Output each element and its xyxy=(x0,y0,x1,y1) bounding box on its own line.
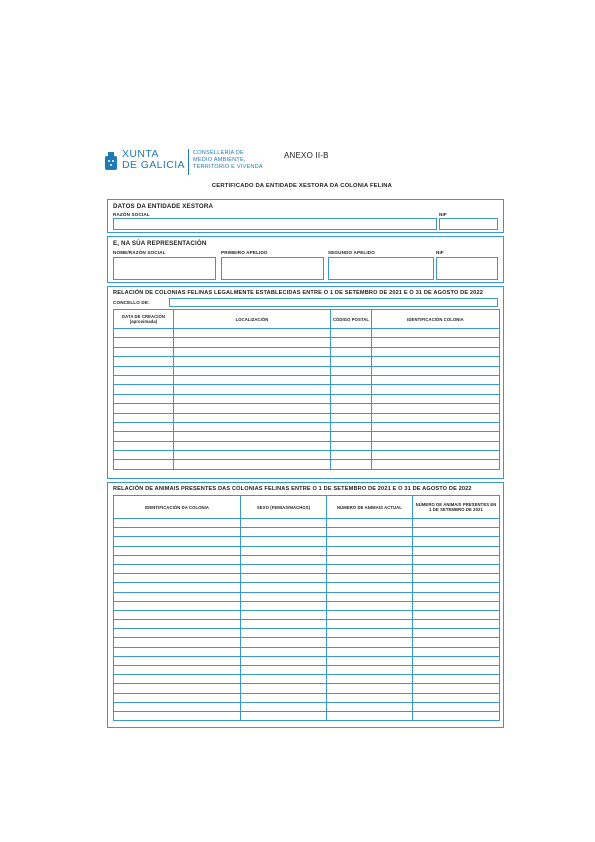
table-cell[interactable] xyxy=(413,601,500,610)
table-cell[interactable] xyxy=(327,555,413,564)
table-cell[interactable] xyxy=(114,629,241,638)
table-cell[interactable] xyxy=(241,555,327,564)
table-cell[interactable] xyxy=(114,638,241,647)
table-cell[interactable] xyxy=(241,638,327,647)
colony-row xyxy=(114,413,500,422)
table-cell[interactable] xyxy=(241,537,327,546)
representative-section-title: E, NA SÚA REPRESENTACIÓN xyxy=(113,240,207,247)
table-cell[interactable] xyxy=(327,693,413,702)
table-cell[interactable] xyxy=(241,592,327,601)
table-cell[interactable] xyxy=(114,601,241,610)
table-cell[interactable] xyxy=(114,329,174,338)
table-cell[interactable] xyxy=(327,629,413,638)
table-cell[interactable] xyxy=(327,638,413,647)
table-cell[interactable] xyxy=(114,413,174,422)
table-cell[interactable] xyxy=(174,404,331,413)
table-cell[interactable] xyxy=(114,451,174,460)
colony-row xyxy=(114,329,500,338)
rep-first-surname-field[interactable] xyxy=(221,257,324,280)
colony-row xyxy=(114,422,500,431)
table-cell[interactable] xyxy=(241,574,327,583)
table-cell[interactable] xyxy=(174,347,331,356)
table-cell[interactable] xyxy=(372,329,500,338)
animal-row xyxy=(114,592,500,601)
animal-row xyxy=(114,638,500,647)
colony-row xyxy=(114,338,500,347)
table-cell[interactable] xyxy=(372,385,500,394)
table-cell[interactable] xyxy=(331,329,372,338)
table-cell[interactable] xyxy=(241,702,327,711)
table-cell[interactable] xyxy=(241,711,327,720)
table-cell[interactable] xyxy=(372,394,500,403)
table-cell[interactable] xyxy=(331,451,372,460)
animal-row xyxy=(114,519,500,528)
colonies-section xyxy=(107,286,504,479)
table-cell[interactable] xyxy=(241,675,327,684)
table-cell[interactable] xyxy=(413,546,500,555)
table-cell[interactable] xyxy=(331,460,372,469)
table-cell[interactable] xyxy=(413,555,500,564)
table-cell[interactable] xyxy=(241,620,327,629)
animal-row xyxy=(114,675,500,684)
table-cell[interactable] xyxy=(327,537,413,546)
table-cell[interactable] xyxy=(413,620,500,629)
colony-row xyxy=(114,460,500,469)
col-colony-id: IDENTIFICACIÓN COLONIA xyxy=(372,310,500,329)
animal-row xyxy=(114,546,500,555)
table-cell[interactable] xyxy=(372,460,500,469)
table-cell[interactable] xyxy=(331,338,372,347)
colony-row xyxy=(114,451,500,460)
table-cell[interactable] xyxy=(114,441,174,450)
table-cell[interactable] xyxy=(327,610,413,619)
table-cell[interactable] xyxy=(114,555,241,564)
table-cell[interactable] xyxy=(174,329,331,338)
table-cell[interactable] xyxy=(413,638,500,647)
animals-section xyxy=(107,482,504,728)
animal-row xyxy=(114,601,500,610)
company-name-label: RAZÓN SOCIAL xyxy=(113,212,150,217)
coat-of-arms-icon xyxy=(104,151,118,171)
animal-row xyxy=(114,656,500,665)
colonies-table xyxy=(113,309,500,470)
colony-row xyxy=(114,347,500,356)
animal-row xyxy=(114,528,500,537)
table-cell[interactable] xyxy=(114,702,241,711)
table-cell[interactable] xyxy=(413,519,500,528)
table-cell[interactable] xyxy=(327,675,413,684)
table-cell[interactable] xyxy=(413,711,500,720)
animal-row xyxy=(114,620,500,629)
table-cell[interactable] xyxy=(114,592,241,601)
table-cell[interactable] xyxy=(327,656,413,665)
table-cell[interactable] xyxy=(372,338,500,347)
table-cell[interactable] xyxy=(114,338,174,347)
council-label: CONCELLO DE: xyxy=(113,300,150,305)
entity-section xyxy=(107,199,504,233)
table-cell[interactable] xyxy=(241,629,327,638)
table-cell[interactable] xyxy=(327,684,413,693)
animal-row xyxy=(114,629,500,638)
colony-row xyxy=(114,375,500,384)
table-cell[interactable] xyxy=(327,666,413,675)
table-cell[interactable] xyxy=(327,583,413,592)
table-cell[interactable] xyxy=(331,385,372,394)
table-cell[interactable] xyxy=(114,684,241,693)
colony-row xyxy=(114,432,500,441)
table-cell[interactable] xyxy=(331,366,372,375)
table-cell[interactable] xyxy=(114,347,174,356)
table-cell[interactable] xyxy=(327,711,413,720)
table-cell[interactable] xyxy=(174,385,331,394)
rep-name-label: NOME/RAZÓN SOCIAL xyxy=(113,250,166,255)
animals-table xyxy=(113,495,500,721)
table-cell[interactable] xyxy=(327,620,413,629)
colony-row xyxy=(114,385,500,394)
table-cell[interactable] xyxy=(413,647,500,656)
annex-label: ANEXO II-B xyxy=(284,151,329,160)
xunta-logo xyxy=(104,149,284,177)
table-cell[interactable] xyxy=(241,647,327,656)
table-cell[interactable] xyxy=(372,451,500,460)
table-cell[interactable] xyxy=(114,375,174,384)
table-cell[interactable] xyxy=(114,537,241,546)
table-cell[interactable] xyxy=(241,693,327,702)
table-cell[interactable] xyxy=(331,441,372,450)
table-cell[interactable] xyxy=(413,564,500,573)
table-cell[interactable] xyxy=(327,528,413,537)
table-cell[interactable] xyxy=(413,629,500,638)
animal-row xyxy=(114,702,500,711)
table-cell[interactable] xyxy=(114,357,174,366)
table-cell[interactable] xyxy=(372,441,500,450)
table-cell[interactable] xyxy=(327,564,413,573)
colonies-section-title: RELACIÓN DE COLONIAS FELINAS LEGALMENTE ESTABLECIDAS ENTRE O 1 DE SETEMBRO DE 2021 E O 31 DE AGOSTO DE 2022 xyxy=(113,290,483,296)
rep-first-surname-label: PRIMEIRO APELIDO xyxy=(221,250,268,255)
animals-table-body xyxy=(114,519,500,721)
col-current-animals: NÚMERO DE ANIMAIS ACTUAL xyxy=(327,496,413,519)
table-cell[interactable] xyxy=(413,583,500,592)
table-cell[interactable] xyxy=(413,702,500,711)
table-cell[interactable] xyxy=(174,394,331,403)
table-cell[interactable] xyxy=(174,451,331,460)
table-cell[interactable] xyxy=(331,347,372,356)
table-cell[interactable] xyxy=(174,460,331,469)
table-cell[interactable] xyxy=(372,404,500,413)
table-cell[interactable] xyxy=(372,375,500,384)
table-cell[interactable] xyxy=(331,394,372,403)
company-name-field[interactable] xyxy=(113,218,437,230)
col-sex: SEXO (FEMIAS/MACHOS) xyxy=(241,496,327,519)
table-cell[interactable] xyxy=(174,366,331,375)
table-cell[interactable] xyxy=(327,519,413,528)
col-animals-2021: NÚMERO DE ANIMAIS PRESENTES EN 1 DE SETEMBRO DE 2021 xyxy=(413,496,500,519)
table-cell[interactable] xyxy=(114,528,241,537)
table-cell[interactable] xyxy=(413,693,500,702)
department-name: CONSELLERÍA DE MEDIO AMBIENTE, TERRITORIO E VIVENDA xyxy=(193,150,263,170)
table-cell[interactable] xyxy=(241,684,327,693)
table-cell[interactable] xyxy=(241,546,327,555)
table-cell[interactable] xyxy=(413,684,500,693)
table-cell[interactable] xyxy=(174,441,331,450)
table-cell[interactable] xyxy=(413,675,500,684)
animal-row xyxy=(114,583,500,592)
table-cell[interactable] xyxy=(114,620,241,629)
logo-wordmark: XUNTA DE GALICIA xyxy=(122,148,185,171)
animal-row xyxy=(114,610,500,619)
rep-second-surname-label: SEGUNDO APELIDO xyxy=(328,250,376,255)
animal-row xyxy=(114,684,500,693)
table-cell[interactable] xyxy=(413,574,500,583)
table-cell[interactable] xyxy=(372,366,500,375)
table-cell[interactable] xyxy=(413,592,500,601)
table-cell[interactable] xyxy=(372,422,500,431)
animals-section-title: RELACIÓN DE ANIMAIS PRESENTES DAS COLONIAS FELINAS ENTRE O 1 DE SETEMBRO DE 2021 E O 31 DE AGOSTO DE 2022 xyxy=(113,486,472,492)
table-cell[interactable] xyxy=(174,422,331,431)
table-cell[interactable] xyxy=(241,610,327,619)
table-cell[interactable] xyxy=(174,413,331,422)
table-cell[interactable] xyxy=(372,347,500,356)
table-cell[interactable] xyxy=(114,422,174,431)
colony-row xyxy=(114,357,500,366)
table-cell[interactable] xyxy=(174,432,331,441)
rep-name-field[interactable] xyxy=(113,257,216,280)
table-cell[interactable] xyxy=(114,647,241,656)
table-cell[interactable] xyxy=(114,693,241,702)
table-cell[interactable] xyxy=(413,656,500,665)
table-cell[interactable] xyxy=(327,574,413,583)
animal-row xyxy=(114,666,500,675)
table-cell[interactable] xyxy=(331,413,372,422)
logo-divider xyxy=(188,149,189,175)
table-cell[interactable] xyxy=(114,675,241,684)
table-cell[interactable] xyxy=(327,601,413,610)
rep-second-surname-field[interactable] xyxy=(328,257,434,280)
table-cell[interactable] xyxy=(331,422,372,431)
col-colony-identification: IDENTIFICACIÓN DA COLONIA xyxy=(114,496,241,519)
table-cell[interactable] xyxy=(331,404,372,413)
animal-row xyxy=(114,647,500,656)
colony-row xyxy=(114,441,500,450)
animal-row xyxy=(114,711,500,720)
table-cell[interactable] xyxy=(327,592,413,601)
table-cell[interactable] xyxy=(413,528,500,537)
animal-row xyxy=(114,537,500,546)
table-cell[interactable] xyxy=(413,537,500,546)
table-cell[interactable] xyxy=(114,366,174,375)
rep-nif-field[interactable] xyxy=(436,257,498,280)
table-cell[interactable] xyxy=(413,666,500,675)
col-location: LOCALIZACIÓN xyxy=(174,310,331,329)
table-cell[interactable] xyxy=(372,432,500,441)
table-cell[interactable] xyxy=(331,375,372,384)
table-cell[interactable] xyxy=(241,666,327,675)
col-creation-date: DATA DE CREACIÓN (aproximada) xyxy=(114,310,174,329)
table-cell[interactable] xyxy=(114,385,174,394)
table-cell[interactable] xyxy=(174,357,331,366)
animal-row xyxy=(114,555,500,564)
entity-nif-field[interactable] xyxy=(439,218,498,230)
table-cell[interactable] xyxy=(114,404,174,413)
entity-section-title: DATOS DA ENTIDADE XESTORA xyxy=(113,203,214,210)
table-cell[interactable] xyxy=(114,666,241,675)
table-cell[interactable] xyxy=(241,583,327,592)
table-cell[interactable] xyxy=(372,357,500,366)
table-cell[interactable] xyxy=(241,656,327,665)
animal-row xyxy=(114,574,500,583)
representative-section xyxy=(107,236,504,283)
table-cell[interactable] xyxy=(114,432,174,441)
table-cell[interactable] xyxy=(114,519,241,528)
table-cell[interactable] xyxy=(174,338,331,347)
table-cell[interactable] xyxy=(114,546,241,555)
col-postal-code: CÓDIGO POSTAL xyxy=(331,310,372,329)
rep-nif-label: NIF xyxy=(436,250,444,255)
table-cell[interactable] xyxy=(114,711,241,720)
colony-row xyxy=(114,394,500,403)
animal-row xyxy=(114,564,500,573)
table-cell[interactable] xyxy=(327,702,413,711)
colonies-table-body xyxy=(114,329,500,470)
table-cell[interactable] xyxy=(327,546,413,555)
table-cell[interactable] xyxy=(241,528,327,537)
table-cell[interactable] xyxy=(372,413,500,422)
entity-nif-label: NIF xyxy=(439,212,447,217)
table-cell[interactable] xyxy=(114,574,241,583)
table-cell[interactable] xyxy=(114,460,174,469)
colony-row xyxy=(114,366,500,375)
table-cell[interactable] xyxy=(241,564,327,573)
colony-row xyxy=(114,404,500,413)
table-cell[interactable] xyxy=(331,357,372,366)
animal-row xyxy=(114,693,500,702)
table-cell[interactable] xyxy=(331,432,372,441)
table-cell[interactable] xyxy=(114,656,241,665)
table-cell[interactable] xyxy=(327,647,413,656)
table-cell[interactable] xyxy=(114,583,241,592)
table-cell[interactable] xyxy=(413,610,500,619)
table-cell[interactable] xyxy=(114,610,241,619)
table-cell[interactable] xyxy=(114,564,241,573)
table-cell[interactable] xyxy=(174,375,331,384)
table-cell[interactable] xyxy=(241,601,327,610)
document-title: CERTIFICADO DA ENTIDADE XESTORA DA COLONIA FELINA xyxy=(211,183,393,189)
council-field[interactable] xyxy=(169,298,498,307)
table-cell[interactable] xyxy=(241,519,327,528)
table-cell[interactable] xyxy=(114,394,174,403)
